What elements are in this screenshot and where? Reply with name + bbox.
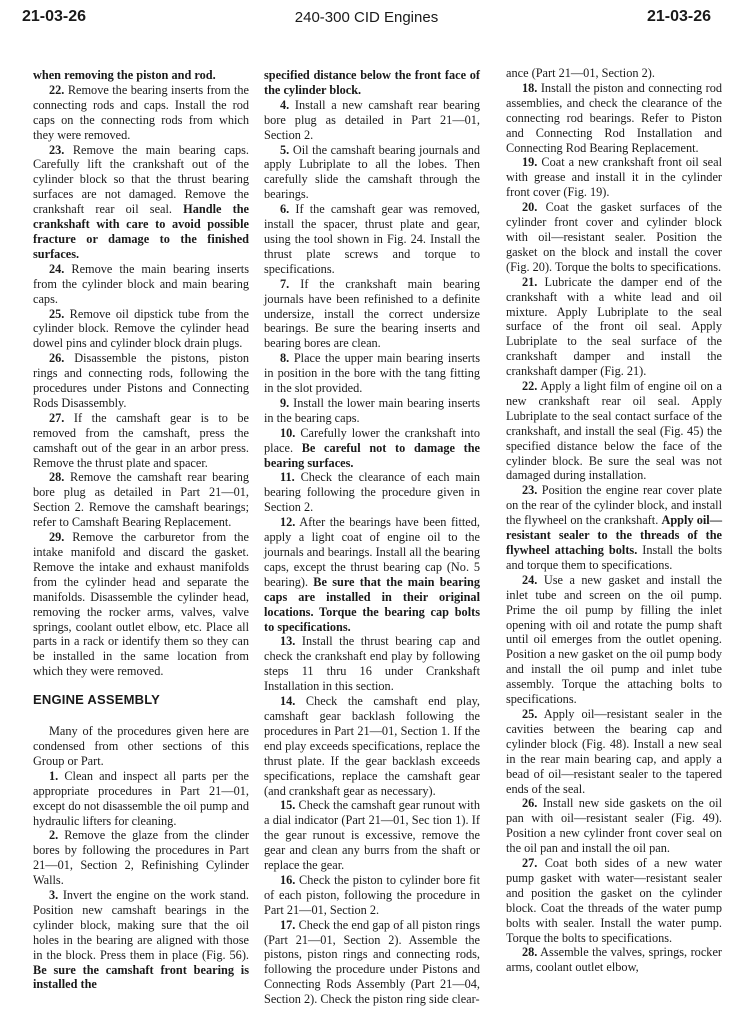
step-text: Install the piston and connecting rod assemblies, and check the clearance of the connecting rod bearings. Refer to Piston and Connecting Rod Installation and Connecting Rod Bearing Replacement. (506, 80, 722, 155)
section-intro: Many of the procedures given here are condensed from other sections of this Group or Part. (33, 724, 249, 768)
caution-text: Apply oil—resistant sealer to the threads of the flywheel attaching bolts. (506, 513, 722, 557)
step-text: Lubricate the damper end of the crankshaft with a white lead and oil mixture. Apply Lubriplate to the seal surface of the front oil seal. Apply Lubriplate to the seal surface of the crankshaft damper and install the crankshaft damper (Fig. 21). (506, 274, 722, 379)
step-number: 12. (280, 515, 296, 530)
step-text: Place the upper main bearing inserts in position in the bore with the tang fitting in the slot provided. (264, 351, 480, 396)
assembly-step-12 (264, 515, 480, 634)
paragraph: ance (Part 21—01, Section 2). (506, 66, 655, 80)
step-text: Install a new camshaft rear bearing bore plug as detailed in Part 21—01, Section 2. (264, 97, 480, 142)
step-number: 1. (49, 768, 59, 783)
step-number: 26. (49, 351, 65, 366)
assembly-step-27 (506, 856, 722, 945)
step-text: Remove the bearing inserts from the connecting rods and caps. Install the rod caps on the connecting rods from which they were removed. (33, 82, 249, 142)
step-text: Remove the camshaft rear bearing bore plug as detailed in Part 21—01, Section 2. Remove the camshaft bearings; refer to Camshaft Bearing Replacement. (33, 470, 249, 530)
assembly-step-15 (264, 798, 480, 873)
step-number: 17. (280, 917, 296, 932)
step-22 (33, 83, 249, 143)
step-text: Apply a light film of engine oil on a new crankshaft rear oil seal. Apply Lubriplate to the seal contact surface of the crankshaft, and install the seal (Fig. 45) the specified distance below the face of the cylinder block. Be sure the seal was not damaged during installation. (506, 379, 722, 483)
step-number: 6. (280, 202, 290, 217)
step-text: Invert the engine on the work stand. Position new camshaft bearings in the cylinder block, making sure that the oil holes in the bearing are aligned with those in the block. Press them in place (Fig. 56). (33, 888, 250, 962)
assembly-step-4 (264, 98, 480, 143)
step-text: Oil the camshaft bearing journals and apply Lubriplate to all the lobes. Then carefully slide the camshaft through the bearings. (264, 142, 480, 202)
step-number: 19. (522, 155, 538, 170)
caution-text: Be careful not to damage the bearing surfaces. (264, 440, 481, 470)
bold-text: when removing the piston and rod. (33, 68, 216, 82)
step-text: Remove the glaze from the clinder bores by following the procedures in Part 21—01, Section 2, Refinishing Cylinder Walls. (33, 828, 249, 888)
section-heading: ENGINE ASSEMBLY (33, 692, 161, 708)
assembly-step-16 (264, 873, 480, 918)
text-column-right (506, 66, 722, 975)
step-number: 25. (522, 706, 538, 721)
step-text: Check the end gap of all piston rings (Part 21—01, Section 2). Assemble the pistons, piston rings and connecting rods, following the procedure under Pistons and Connecting Rods Assembly (Part 21—04, Section 2). Check the piston ring side clear- (264, 917, 480, 1007)
text-column-left (33, 68, 249, 992)
assembly-step-25 (506, 707, 722, 796)
step-text: Remove the carburetor from the intake manifold and discard the gasket. Remove the intake and exhaust manifolds from the cylinder head and separate the manifolds. Disassemble the cylinder head, removing the rocker arms, valves, valve springs, coolant outlet elbow, etc. Place all parts in a rack or identify them so they can be installed in the same location from which they were removed. (33, 530, 250, 679)
step-text: Carefully lower the crankshaft into place. (264, 425, 480, 455)
step-text: Coat a new crankshaft front oil seal with grease and install it in the cylinder front cover (Fig. 19). (506, 155, 722, 200)
step-number: 7. (280, 276, 290, 291)
page-number-left: 21-03-26 (22, 8, 87, 25)
assembly-step-10 (264, 426, 480, 471)
running-title: 240-300 CID Engines (294, 9, 439, 26)
step-number: 2. (49, 828, 59, 843)
assembly-step-2 (33, 828, 249, 888)
caution-text: Handle the crankshaft with care to avoid possible fracture or damage to the finished surfaces. (33, 202, 249, 261)
assembly-step-13 (264, 634, 480, 694)
step-number: 13. (280, 634, 296, 649)
step-23 (33, 143, 249, 262)
assembly-step-20 (506, 200, 722, 275)
step-26 (33, 351, 249, 411)
page-number-right: 21-03-26 (646, 8, 711, 25)
step-text: Apply oil—resistant sealer in the cavities between the bearing cap and cylinder block (Fig. 48). Install a new seal in the rear main bearing cap, and apply a bead of oil—resistant sealer to the tapered ends of the seal. (506, 706, 722, 796)
step-text: Use a new gasket and install the inlet tube and screen on the oil pump. Prime the oil pump by filling the inlet opening with oil and rotate the pump shaft until oil emerges from the outlet opening. Position a new gasket on the oil pump body and install the oil pump and inlet tube assembly. Torque the attaching bolts to specifications. (506, 572, 723, 707)
step-number: 25. (49, 306, 65, 321)
assembly-step-22 (506, 379, 722, 483)
step-text: Remove the main bearing caps. Carefully lift the crankshaft out of the cylinder block so that the thrust bearing surfaces are not damaged. Remove the crankshaft rear oil seal. (33, 142, 249, 217)
assembly-step-14 (264, 694, 480, 798)
step-text: If the crankshaft main bearing journals have been refinished to a definite undersize, install the correct undersize bearings. Be sure the bearing inserts and bearing bores are clean. (264, 276, 480, 351)
step-number: 8. (280, 351, 290, 366)
step-text: Position the engine rear cover plate on the rear of the cylinder block, and install the flywheel on the crankshaft. (506, 483, 722, 528)
step-text: Coat both sides of a new water pump gasket with water—resistant sealer and position the gasket on the cylinder block. Coat the threads of the water pump bolts with sealer. Install the water pump. Torque the bolts to specifications. (506, 856, 723, 945)
step-number: 18. (522, 80, 538, 95)
step-text: If the camshaft gear was removed, install the spacer, thrust plate and gear, using the tool shown in Fig. 24. Install the thrust plate screws and torque to specifications. (264, 202, 480, 276)
step-text: Install the bolts and torque them to specifications. (506, 543, 722, 572)
assembly-step-6 (264, 202, 480, 277)
step-number: 22. (49, 82, 65, 97)
assembly-step-8 (264, 351, 480, 396)
assembly-step-17 (264, 918, 480, 1007)
step-number: 27. (49, 410, 65, 425)
paragraph (264, 68, 480, 98)
step-number: 26. (522, 796, 538, 811)
step-text: Check the camshaft gear runout with a dial indicator (Part 21—01, Sec tion 1). If the gear runout is excessive, remove the gear and clean any burrs from the shaft or replace the gear. (264, 798, 481, 873)
assembly-step-21 (506, 275, 722, 379)
caution-text: Be sure that the main bearing caps are installed in their original locations. Torque the bearing cap bolts to specifications. (264, 574, 481, 634)
step-number: 24. (49, 261, 65, 276)
step-number: 10. (280, 425, 296, 440)
step-number: 11. (280, 470, 295, 485)
step-27 (33, 411, 249, 471)
caution-text: Be sure the camshaft front bearing is installed the (33, 962, 249, 992)
step-number: 28. (522, 945, 538, 960)
step-text: Coat the gasket surfaces of the cylinder front cover and cylinder block with oil—resistant sealer. Position the gasket on the block and install the cover (Fig. 20). Torque the bolts to specifications. (506, 200, 722, 274)
step-number: 3. (49, 888, 59, 903)
assembly-step-26 (506, 796, 722, 856)
step-text: If the camshaft gear is to be removed from the camshaft, press the camshaft out of the gear in an arbor press. Remove the thrust plate and spacer. (33, 410, 249, 470)
step-24 (33, 262, 249, 307)
step-number: 21. (522, 274, 538, 289)
assembly-step-28 (506, 945, 722, 975)
assembly-step-23 (506, 483, 722, 572)
assembly-step-1 (33, 769, 249, 829)
step-number: 9. (280, 395, 290, 410)
step-number: 16. (280, 872, 296, 887)
assembly-step-5 (264, 143, 480, 203)
step-number: 24. (522, 572, 538, 587)
paragraph (33, 68, 249, 83)
step-text: Remove the main bearing inserts from the cylinder block and main bearing caps. (33, 261, 249, 306)
step-number: 15. (280, 798, 296, 813)
step-number: 29. (49, 530, 65, 545)
step-number: 4. (280, 97, 290, 112)
step-number: 14. (280, 694, 296, 709)
step-28 (33, 470, 249, 530)
assembly-step-9 (264, 396, 480, 426)
step-number: 27. (522, 856, 538, 871)
step-25 (33, 307, 249, 352)
step-number: 28. (49, 470, 65, 485)
assembly-step-18 (506, 81, 722, 156)
step-number: 22. (522, 379, 538, 394)
step-text: Install the thrust bearing cap and check the crankshaft end play by following steps 11 thru 16 under Crankshaft Installation in this section. (264, 634, 480, 694)
step-text: After the bearings have been fitted, apply a light coat of engine oil to the journals and bearings. Install all the bearing caps, except the thrust bearing cap (No. 5 bearing). (264, 515, 480, 589)
step-text: Remove oil dipstick tube from the cylinder block. Remove the cylinder head dowel pins and cylinder block drain plugs. (33, 306, 250, 351)
assembly-step-7 (264, 277, 480, 352)
step-text: Check the piston to cylinder bore fit of each piston, following the procedure in Part 21—01, Section 2. (264, 872, 480, 917)
caution-text: specified distance below the front face of the cylinder block. (264, 68, 480, 97)
assembly-step-3 (33, 888, 249, 992)
step-number: 23. (49, 142, 65, 157)
page-header (22, 8, 711, 32)
step-number: 5. (280, 142, 290, 157)
step-text: Clean and inspect all parts per the appropriate procedures in Part 21—01, except do not disassemble the oil pump and hydraulic lifters for cleaning. (33, 768, 250, 828)
step-text: Disassemble the pistons, piston rings and connecting rods, following the procedures under Pistons and Connecting Rods Disassembly. (33, 351, 250, 410)
assembly-step-24 (506, 573, 722, 707)
step-text: Install the lower main bearing inserts in the bearing caps. (264, 395, 480, 425)
step-text: Check the camshaft end play, camshaft gear backlash following the procedures in Part 21—01, Section 1. If the end play exceeds specifications, replace the thrust plate. If the gear backlash exceeds specifications, replace the camshaft gear (and crankshaft gear as necessary). (264, 694, 481, 798)
step-text: Assemble the valves, springs, rocker arms, coolant outlet elbow, (506, 945, 722, 975)
step-text: Install new side gaskets on the oil pan with oil—resistant sealer (Fig. 49). Position a new cylinder front cover seal on the oil pan and install the oil pan. (506, 796, 723, 856)
text-column-middle (264, 68, 480, 1007)
page-body (0, 68, 733, 1025)
step-number: 23. (522, 483, 538, 498)
step-number: 20. (522, 200, 538, 215)
step-29 (33, 530, 249, 679)
step-text: Check the clearance of each main bearing following the procedure given in Section 2. (264, 470, 480, 515)
assembly-step-19 (506, 155, 722, 200)
assembly-step-11 (264, 470, 480, 515)
